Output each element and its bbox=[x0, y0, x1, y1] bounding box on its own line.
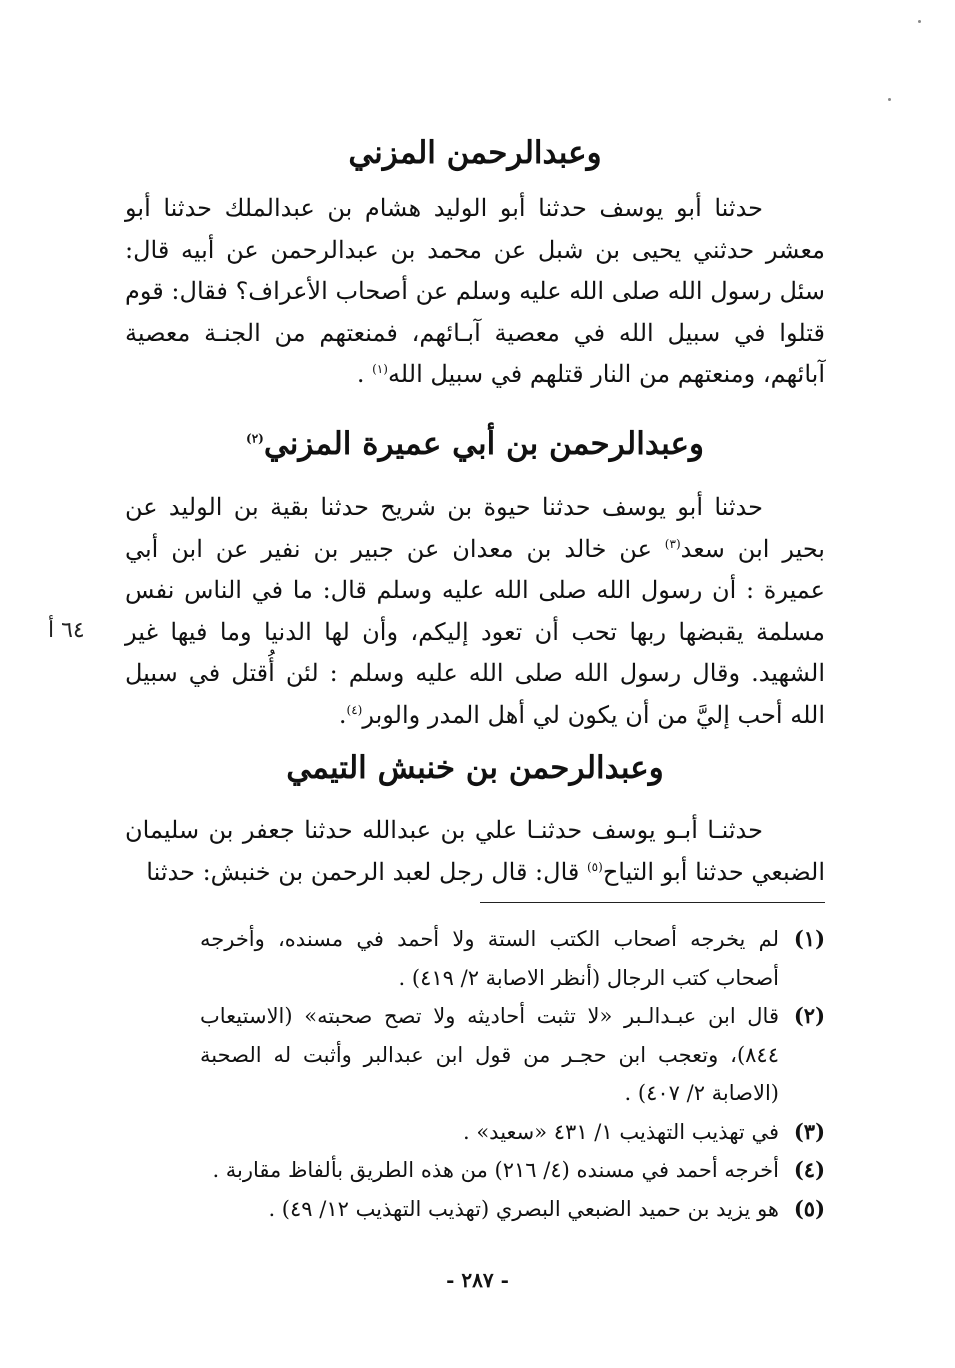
footnote-number: (٢) bbox=[793, 1003, 825, 1028]
footnote-text: قال ابن عبـدالـبر «لا تثبت أحاديثه ولا تصح صحبته» (الاستيعاب ٨٤٤)، وتعجب ابن حجـر من قول ابن عبدالبر وأثبت له الصحبة (الاصابة ٢/ ٤٠٧) . bbox=[200, 1004, 779, 1105]
footnote-4 bbox=[200, 1151, 825, 1190]
footnote-separator bbox=[480, 902, 825, 903]
page-number: - ٢٨٧ - bbox=[446, 1268, 509, 1292]
footnote-number: (٤) bbox=[793, 1157, 825, 1182]
footnote-number: (٣) bbox=[793, 1118, 825, 1144]
hadith-paragraph-1 bbox=[125, 188, 825, 396]
scan-speck bbox=[888, 98, 891, 101]
hadith-paragraph-3 bbox=[125, 810, 825, 893]
footnote-text: هو يزيد بن حميد الضبعي البصري (تهذيب التهذيب ١٢/ ٤٩) . bbox=[268, 1196, 779, 1221]
footnote-1 bbox=[200, 920, 825, 997]
footnote-2 bbox=[200, 997, 825, 1113]
footnote-text: أخرجه أحمد في مسنده (٤/ ٢١٦) من هذه الطريق بألفاظ مقاربة . bbox=[212, 1158, 779, 1182]
footnote-number: (٥) bbox=[793, 1195, 825, 1221]
hadith-paragraph-2 bbox=[125, 487, 825, 736]
margin-folio-note: ٦٤ أ bbox=[48, 618, 85, 643]
footnote-number: (١) bbox=[793, 926, 825, 951]
paragraph-text-a: حدثنا أبو يوسف حدثنا حيوة بن شريح حدثنا بقية بن الوليد عن بحير ابن سعد bbox=[125, 493, 825, 563]
footnote-ref-3: (٣) bbox=[664, 536, 681, 551]
footnotes bbox=[200, 920, 825, 1228]
section-title-3: وعبدالرحمن بن خنبش التيمي bbox=[286, 750, 664, 786]
footnote-ref-2: (٢) bbox=[246, 431, 264, 446]
footnote-ref-5: (٥) bbox=[586, 859, 603, 874]
footnote-ref-4: (٤) bbox=[346, 702, 363, 717]
footnote-5 bbox=[200, 1190, 825, 1229]
section-title-1: وعبدالرحمن المزني bbox=[348, 135, 602, 171]
footnote-text: لم يخرجه أصحاب الكتب الستة ولا أحمد في مسنده، وأخرجه أصحاب كتب الرجال (أنظر الاصابة ٢/ ٤١٩) . bbox=[200, 927, 779, 990]
paragraph-text-b: عن خالد بن معدان عن جبير بن نفير عن ابن أبي عميرة : أن رسول الله صلى الله عليه وسلم قال: ما في الناس نفس مسلمة يقبضها ربها تحب أن تعود إليكم، وأن لها الدنيا وما فيها غير الشهيد. وقال رسول الله صلى الله عليه وسلم : لئن أُقتل في سبيل الله أحب إليَّ من أن يكون لي أهل المدر والوبر bbox=[125, 534, 825, 729]
paragraph-text-a: حدثنـا أبـو يوسف حدثنـا علي بن عبدالله حدثنا جعفر بن سليمان الضبعي حدثنا أبو التياح bbox=[125, 816, 825, 886]
section-body-3 bbox=[125, 810, 825, 893]
paragraph-text-b: قال: قال رجل لعبد الرحمن بن خنبش: حدثنا bbox=[146, 857, 587, 886]
scan-speck bbox=[918, 20, 921, 23]
paragraph-end: . bbox=[356, 360, 373, 388]
section-title-2 bbox=[125, 424, 825, 464]
footnote-3 bbox=[200, 1113, 825, 1152]
section-body-1 bbox=[125, 188, 825, 396]
paragraph-text: حدثنا أبو يوسف حدثنا أبو الوليد هشام بن عبدالملك حدثنا أبو معشر حدثني يحيى بن شبل عن محمد بن عبدالرحمن عن أبيه قال: سئل رسول الله صلى الله عليه وسلم عن أصحاب الأعراف؟ فقال: قوم قتلوا في سبيل الله في معصية آبـائهم، فمنعتهم من الجنـة معصية آبائهم، ومنعتهم من النار قتلهم في سبيل الله bbox=[125, 194, 825, 388]
section-body-2 bbox=[125, 487, 825, 736]
footnote-text: في تهذيب التهذيب ١/ ٤٣١ «سعيد» . bbox=[462, 1119, 779, 1144]
section-title-text: وعبدالرحمن بن أبي عميرة المزني bbox=[263, 426, 704, 462]
paragraph-end: . bbox=[338, 700, 347, 729]
footnote-ref-1: (١) bbox=[372, 362, 388, 376]
